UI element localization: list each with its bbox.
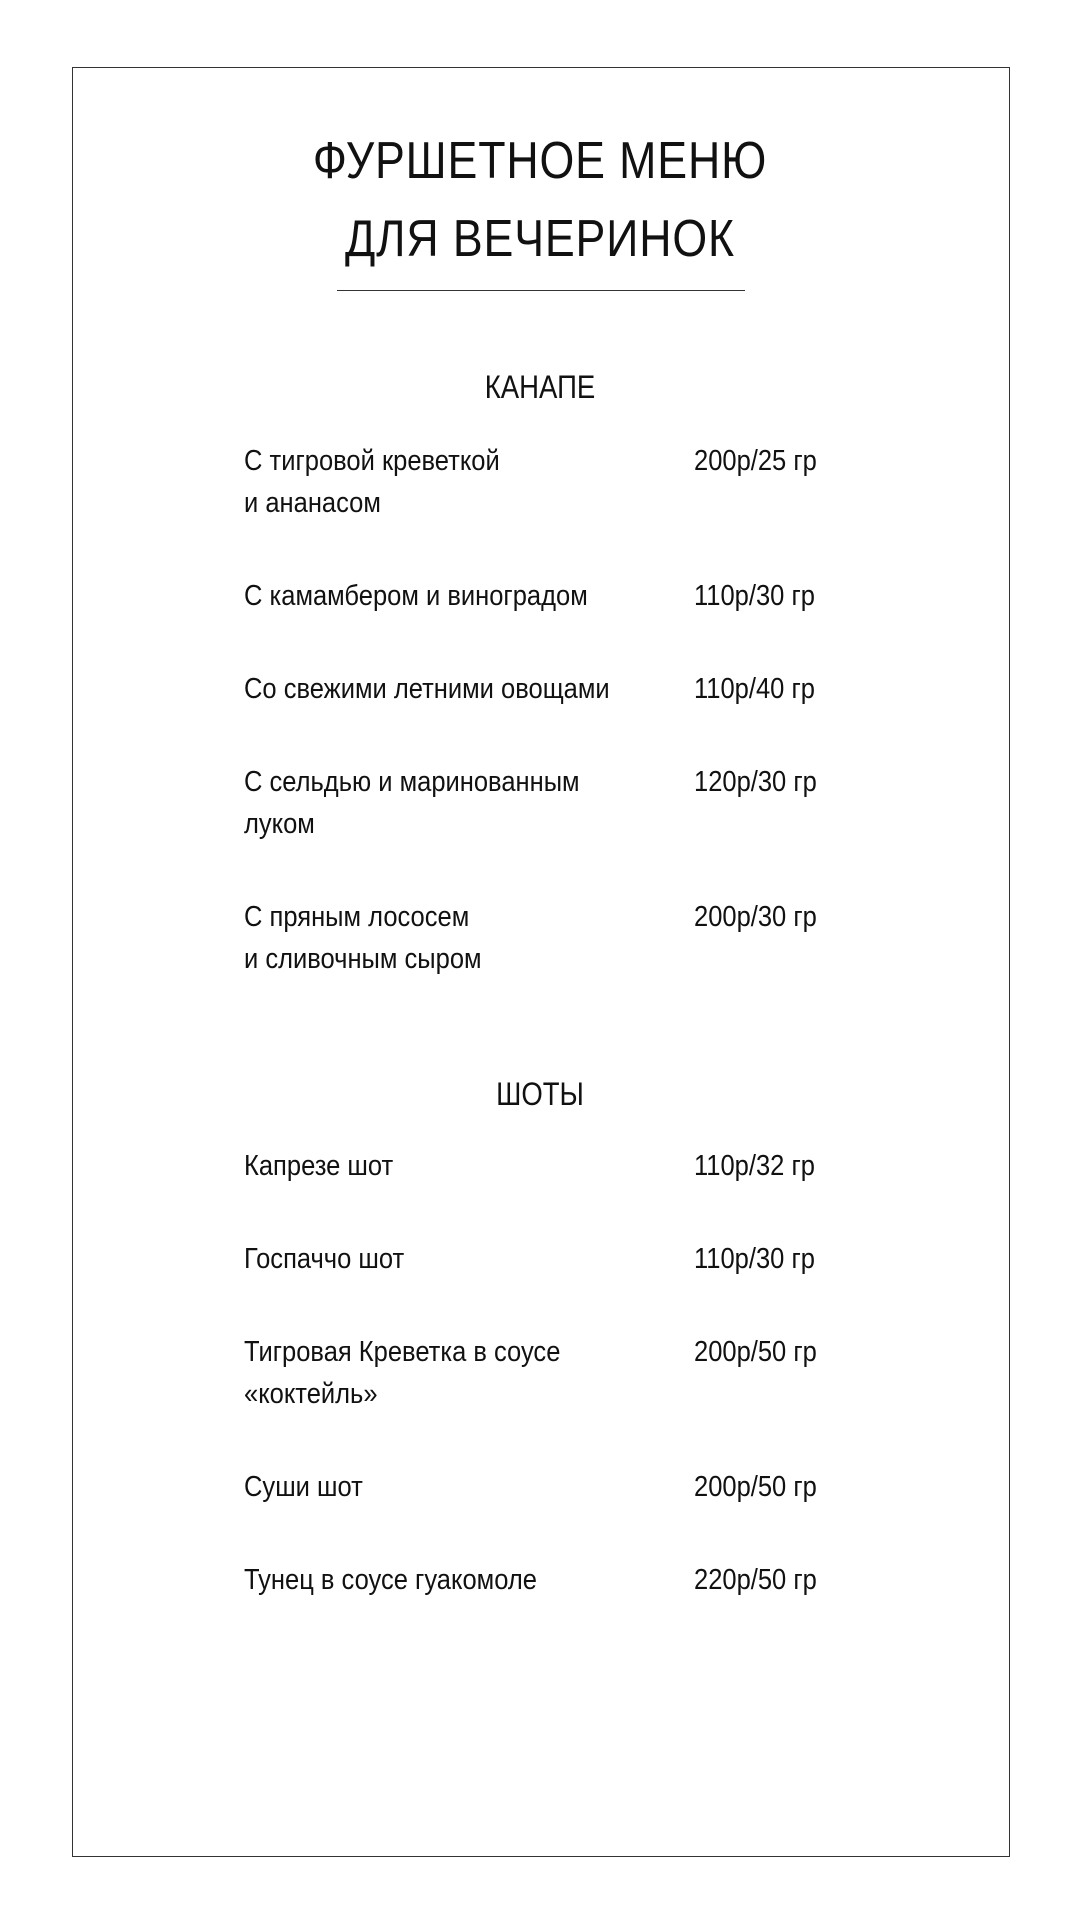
menu-item-price: 200р/50 гр [694,1471,817,1503]
menu-item-price: 120р/30 гр [694,766,817,798]
menu-item-price: 110р/32 гр [694,1150,815,1182]
menu-title [76,122,1005,278]
menu-item-price: 200р/25 гр [694,445,817,477]
menu-item-name: С камамбером и виноградом [244,580,588,612]
menu-item-name: Госпаччо шот [244,1243,405,1275]
menu-item-name: Тигровая Креветка в соусе «коктейль» [244,1336,561,1410]
title-divider [337,290,745,291]
menu-item-price: 200р/50 гр [694,1336,817,1368]
menu-item-price: 200р/30 гр [694,901,817,933]
menu-item-price: 110р/30 гр [694,580,815,612]
menu-item-price: 110р/30 гр [694,1243,815,1275]
menu-item-price: 110р/40 гр [694,673,815,705]
section-title-shots: ШОТЫ [496,1076,584,1112]
menu-item-name: С пряным лососем и сливочным сыром [244,901,482,975]
menu-item-name: Суши шот [244,1471,363,1503]
menu-title-line1: ФУРШЕТНОЕ МЕНЮ [312,132,768,190]
menu-title-line2: ДЛЯ ВЕЧЕРИНОК [345,210,735,268]
menu-item-name: Тунец в соусе гуакомоле [244,1564,537,1596]
menu-item-name: С тигровой креветкой и ананасом [244,445,500,519]
menu-item-name: С сельдью и маринованным луком [244,766,580,840]
menu-item-name: Со свежими летними овощами [244,673,610,705]
menu-item-price: 220р/50 гр [694,1564,817,1596]
section-title-canapes: КАНАПЕ [484,369,596,405]
menu-item-name: Капрезе шот [244,1150,394,1182]
